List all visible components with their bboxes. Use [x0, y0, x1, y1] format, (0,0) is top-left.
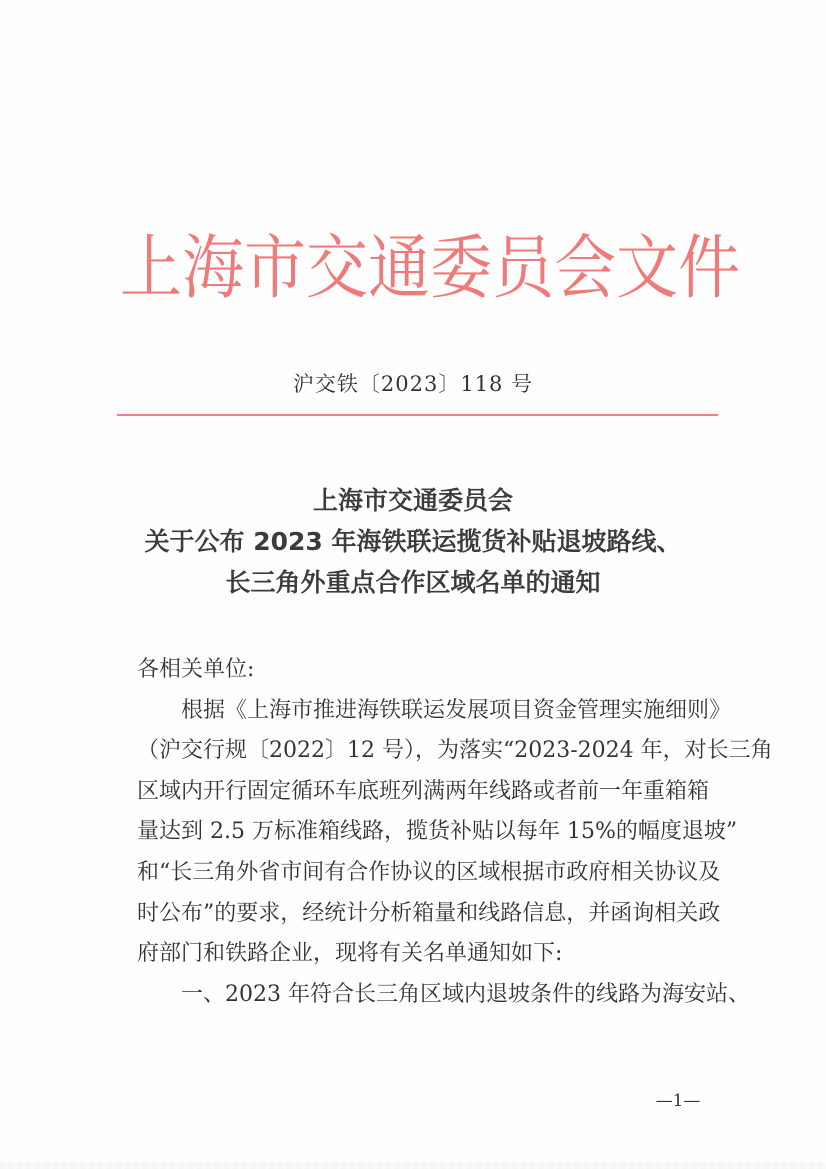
body-line: 和“长三角外省市间有合作协议的区域根据市政府相关协议及	[137, 859, 721, 885]
letterhead-char: 员	[492, 226, 555, 309]
red-letterhead-title	[120, 226, 741, 309]
notice-title-line-issuer: 上海市交通委员会	[312, 486, 513, 515]
body-line: 府部门和铁路企业，现将有关名单通知如下:	[137, 941, 563, 967]
page-number: —1—	[655, 1091, 701, 1111]
body-line: 量达到 2.5 万标准箱线路，揽货补贴以每年 15%的幅度退坡”	[137, 819, 738, 845]
letterhead-char: 会	[554, 226, 617, 309]
letterhead-char: 委	[430, 226, 493, 309]
body-line: 时公布”的要求，经统计分析箱量和线路信息，并函询相关政	[137, 900, 721, 926]
letterhead-char: 交	[306, 226, 369, 309]
scan-artifact-edge	[0, 1162, 826, 1169]
letterhead-char: 文	[616, 226, 679, 309]
document-body	[137, 650, 773, 1015]
document-number: 沪交铁〔2023〕118 号	[292, 372, 534, 396]
body-line: （沪交行规〔2022〕12 号），为落实“2023-2024 年，对长三角	[137, 738, 773, 764]
letterhead-char: 市	[244, 226, 307, 309]
letterhead-char: 通	[368, 226, 431, 309]
letterhead-char: 件	[678, 226, 741, 309]
body-line: 根据《上海市推进海铁联运发展项目资金管理实施细则》	[181, 697, 732, 723]
letterhead-char: 上	[120, 226, 183, 309]
red-divider-line	[117, 414, 718, 416]
notice-title-line-subject-cont: 长三角外重点合作区域名单的通知	[225, 568, 601, 597]
notice-title-line-subject: 关于公布 2023 年海铁联运揽货补贴退坡路线、	[144, 527, 682, 556]
letterhead-char: 海	[182, 226, 245, 309]
notice-title	[0, 480, 826, 603]
body-line-section-one: 一、2023 年符合长三角区域内退坡条件的线路为海安站、	[181, 981, 750, 1007]
salutation: 各相关单位:	[137, 657, 255, 682]
body-line: 区域内开行固定循环车底班列满两年线路或者前一年重箱箱	[137, 778, 710, 804]
